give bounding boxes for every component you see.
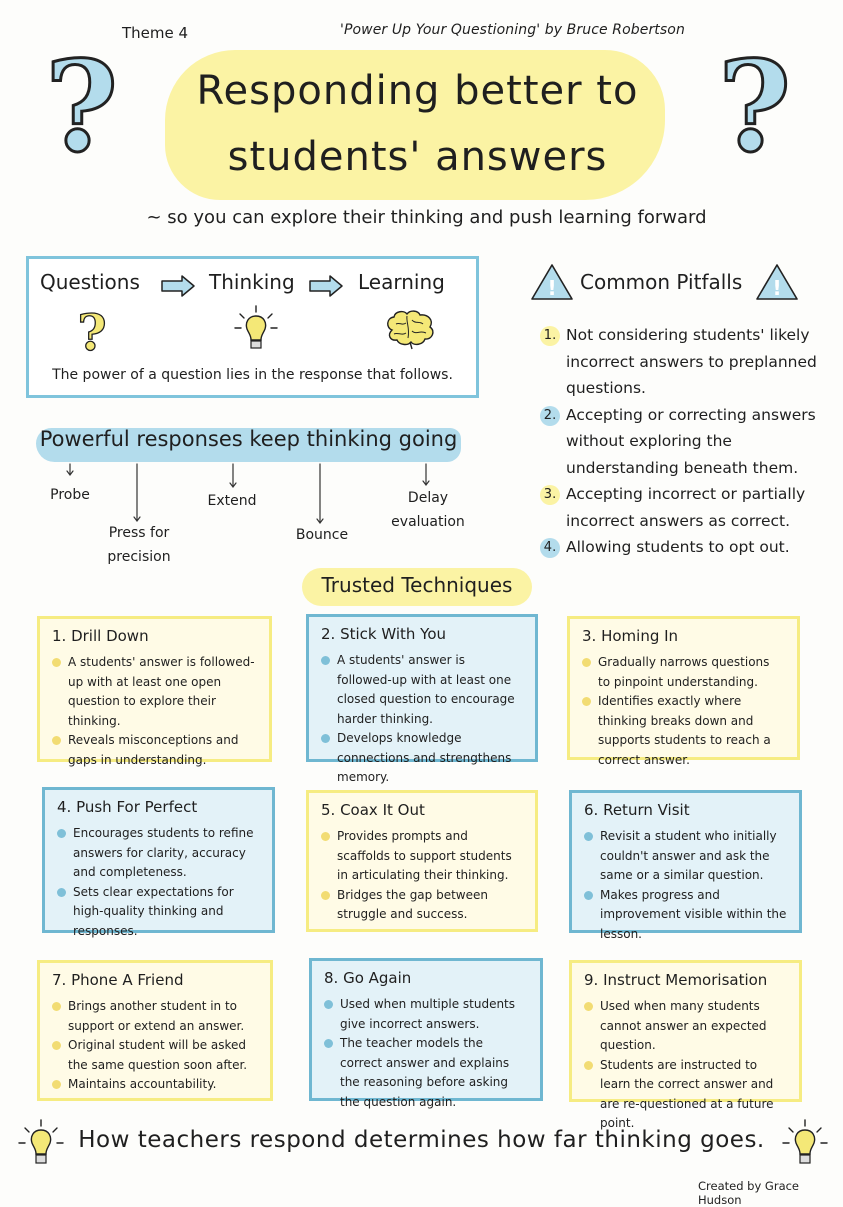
arrow-right-icon	[160, 275, 196, 297]
card-bullet: Gradually narrows questions to pinpoint understanding.	[582, 653, 785, 692]
warning-icon	[755, 262, 799, 302]
svg-text:!: !	[772, 276, 782, 300]
flow-caption: The power of a question lies in the response that follows.	[52, 367, 453, 383]
technique-card	[569, 960, 802, 1130]
author-credit: Created by Grace Hudson	[698, 1179, 800, 1207]
technique-card	[309, 958, 543, 1109]
footer-message: How teachers respond determines how far thinking goes.	[78, 1127, 765, 1153]
technique-card	[567, 616, 800, 767]
card-title: 7. Phone A Friend	[52, 971, 184, 989]
flow-step-thinking: Thinking	[209, 270, 295, 294]
card-bullet: Identifies exactly where thinking breaks down and supports students to reach a correct answer.	[582, 692, 785, 770]
card-title: 1. Drill Down	[52, 627, 149, 645]
card-bullet: Maintains accountability.	[52, 1075, 258, 1095]
svg-text:!: !	[547, 276, 557, 300]
pitfall-text: Accepting incorrect or partially incorrect answers as correct.	[566, 485, 806, 530]
warning-icon	[530, 262, 574, 302]
card-title: 8. Go Again	[324, 969, 412, 987]
title-line-2: students' answers	[227, 134, 608, 180]
question-mark-icon: ?	[45, 34, 119, 180]
card-bullet: Bridges the gap between struggle and success.	[321, 886, 523, 925]
card-bullet: Reveals misconceptions and gaps in understanding.	[52, 731, 257, 770]
arrow-right-icon	[308, 275, 344, 297]
technique-card	[37, 960, 273, 1101]
theme-label: Theme 4	[122, 24, 189, 42]
card-bullet: A students' answer is followed-up with at least one open question to explore their thinking.	[52, 653, 257, 731]
card-title: 5. Coax It Out	[321, 801, 425, 819]
responses-title: Powerful responses keep thinking going	[39, 427, 458, 451]
question-mark-icon	[74, 303, 110, 362]
card-title: 3. Homing In	[582, 627, 679, 645]
technique-card	[306, 790, 538, 932]
card-bullet: Used when many students cannot answer an expected question.	[584, 997, 787, 1056]
card-bullet: The teacher models the correct answer and explains the reasoning before asking the question again.	[324, 1034, 528, 1112]
card-title: 9. Instruct Memorisation	[584, 971, 768, 989]
card-bullet: Develops knowledge connections and strengthens memory.	[321, 729, 523, 788]
card-bullet: Used when multiple students give incorrect answers.	[324, 995, 528, 1034]
pitfalls-title: Common Pitfalls	[580, 270, 743, 294]
response-extend: Extend	[207, 493, 257, 509]
svg-text:?: ?	[77, 303, 107, 362]
pitfall-number: 2.	[540, 406, 560, 426]
pitfall-item	[540, 322, 830, 402]
page-title	[160, 58, 675, 190]
pitfall-number: 3.	[540, 485, 560, 505]
question-mark-icon: ?	[718, 34, 792, 180]
pitfall-text: Allowing students to opt out.	[566, 538, 790, 556]
card-bullet: A students' answer is followed-up with at least one closed question to encourage harder thinking.	[321, 651, 523, 729]
flow-step-questions: Questions	[40, 270, 140, 294]
card-bullet: Brings another student in to support or extend an answer.	[52, 997, 258, 1036]
card-bullet: Sets clear expectations for high-quality thinking and responses.	[57, 883, 260, 942]
response-press: Press for precision	[107, 525, 171, 565]
card-bullet: Revisit a student who initially couldn't answer and ask the same or a similar question.	[584, 827, 787, 886]
pitfall-number: 4.	[540, 538, 560, 558]
techniques-title: Trusted Techniques	[321, 573, 513, 597]
card-bullet: Provides prompts and scaffolds to support students in articulating their thinking.	[321, 827, 523, 886]
card-bullet: Makes progress and improvement visible within the lesson.	[584, 886, 787, 945]
source-credit: 'Power Up Your Questioning' by Bruce Robertson	[340, 22, 685, 38]
pitfall-item	[540, 481, 830, 534]
title-line-1: Responding better to	[196, 68, 639, 114]
card-title: 6. Return Visit	[584, 801, 690, 819]
card-bullet: Encourages students to refine answers for clarity, accuracy and completeness.	[57, 824, 260, 883]
pitfalls-list	[540, 322, 830, 561]
technique-card	[306, 614, 538, 784]
card-title: 4. Push For Perfect	[57, 798, 198, 816]
subtitle: ~ so you can explore their thinking and push learning forward	[146, 207, 707, 228]
pitfall-text: Accepting or correcting answers without exploring the understanding beneath them.	[566, 405, 816, 477]
flow-step-learning: Learning	[358, 270, 445, 294]
response-bounce: Bounce	[295, 527, 349, 543]
card-bullet: Students are instructed to learn the correct answer and are re-questioned at a future point.	[584, 1056, 787, 1134]
lightbulb-icon	[780, 1118, 830, 1170]
response-probe: Probe	[50, 487, 90, 503]
lightbulb-icon	[232, 304, 280, 354]
response-delay: Delay evaluation	[391, 490, 465, 530]
pitfall-item	[540, 402, 830, 482]
technique-card	[37, 616, 272, 767]
technique-card	[569, 790, 802, 941]
card-title: 2. Stick With You	[321, 625, 447, 643]
pitfall-number: 1.	[540, 326, 560, 346]
technique-card	[42, 787, 275, 938]
brain-icon	[382, 308, 438, 350]
pitfall-text: Not considering students' likely incorrect answers to preplanned questions.	[566, 326, 817, 397]
card-bullet: Original student will be asked the same question soon after.	[52, 1036, 258, 1075]
pitfall-item	[540, 534, 830, 561]
